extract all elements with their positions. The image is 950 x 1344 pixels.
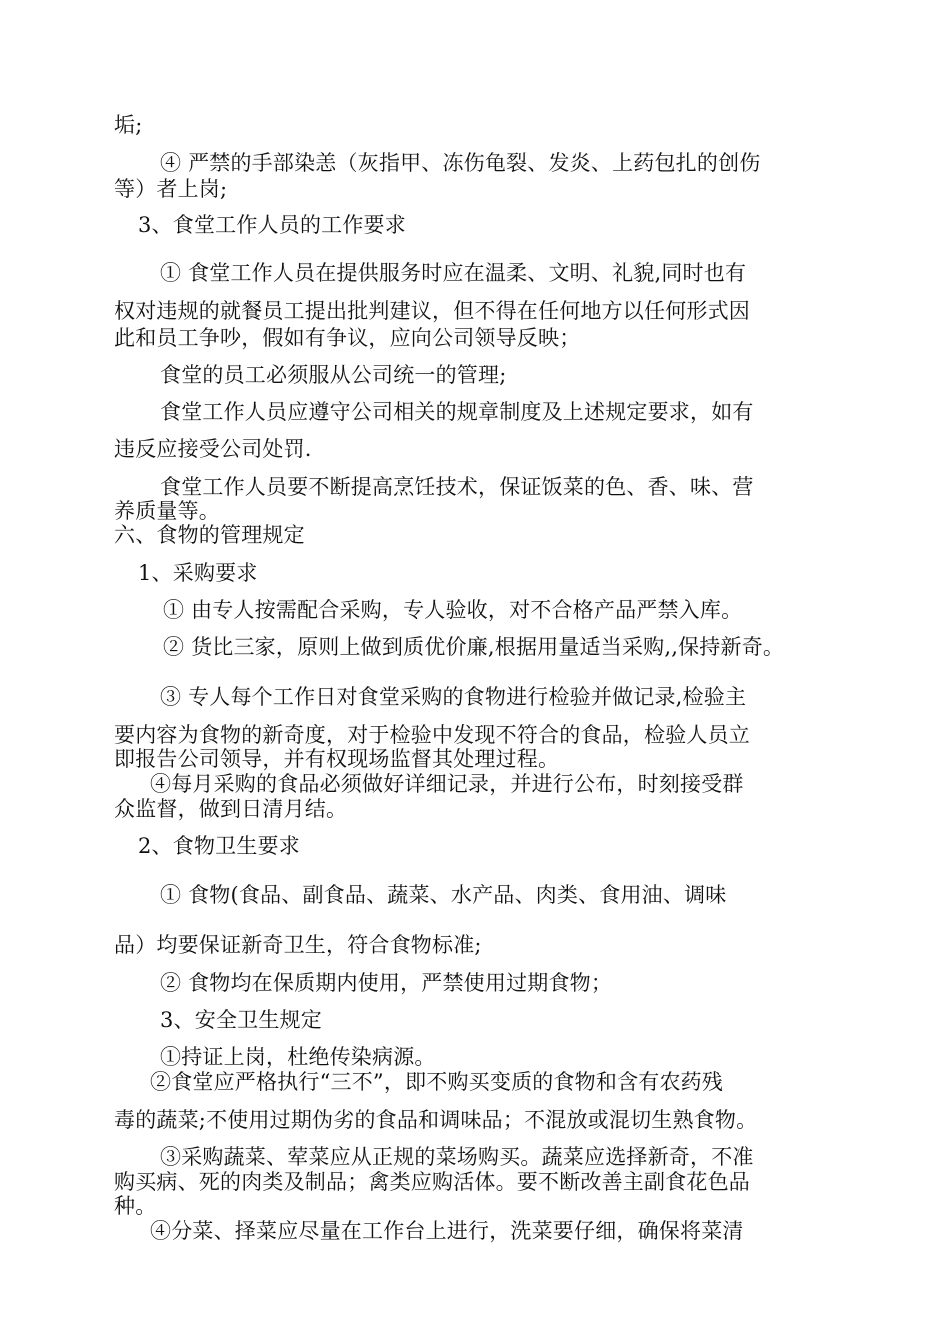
text-line: 违反应接受公司处罚. bbox=[114, 437, 312, 461]
section-heading: 3、食堂工作人员的工作要求 bbox=[138, 213, 406, 237]
text-line: 食堂工作人员应遵守公司相关的规章制度及上述规定要求，如有 bbox=[160, 400, 754, 424]
text-line: 养质量等。 bbox=[114, 499, 220, 523]
text-line: 品）均要保证新奇卫生，符合食物标准; bbox=[114, 933, 482, 957]
text-line: ① 食堂工作人员在提供服务时应在温柔、文明、礼貌,同时也有 bbox=[160, 261, 747, 285]
text-line: 权对违规的就餐员工提出批判建议，但不得在任何地方以任何形式因 bbox=[114, 299, 750, 323]
text-line: 毒的蔬菜;不使用过期伪劣的食品和调味品；不混放或混切生熟食物。 bbox=[114, 1108, 758, 1132]
chapter-heading: 六、食物的管理规定 bbox=[114, 523, 305, 547]
text-line: ① 由专人按需配合采购，专人验收，对不合格产品严禁入库。 bbox=[163, 598, 743, 622]
text-line: ①持证上岗，杜绝传染病源。 bbox=[160, 1045, 436, 1069]
text-line: ② 食物均在保质期内使用，严禁使用过期食物； bbox=[160, 971, 613, 995]
text-line: ① 食物(食品、副食品、蔬菜、水产品、肉类、食用油、调味 bbox=[160, 883, 727, 907]
text-line: 等）者上岗; bbox=[114, 177, 228, 201]
text-line: ④分菜、择菜应尽量在工作台上进行，洗菜要仔细，确保将菜清 bbox=[150, 1219, 744, 1243]
text-line: ③采购蔬菜、荤菜应从正规的菜场购买。蔬菜应选择新奇，不准 bbox=[160, 1145, 754, 1169]
text-line: 即报告公司领导，并有权现场监督其处理过程。 bbox=[114, 747, 560, 771]
text-line: 垢; bbox=[114, 113, 143, 137]
text-line: 此和员工争吵，假如有争议，应向公司领导反映； bbox=[114, 326, 581, 350]
text-line: 食堂的员工必须服从公司统一的管理; bbox=[160, 363, 507, 387]
text-line: ③ 专人每个工作日对食堂采购的食物进行检验并做记录,检验主 bbox=[160, 685, 747, 709]
text-line: ④ 严禁的手部染恙（灰指甲、冻伤龟裂、发炎、上药包扎的创伤 bbox=[160, 151, 761, 175]
section-heading: 3、安全卫生规定 bbox=[160, 1008, 322, 1032]
text-line: ④每月采购的食品必须做好详细记录，并进行公布，时刻接受群 bbox=[150, 772, 744, 796]
section-heading: 2、食物卫生要求 bbox=[138, 834, 300, 858]
text-line: 食堂工作人员要不断提高烹饪技术，保证饭菜的色、香、味、营 bbox=[160, 475, 754, 499]
text-line: 种。 bbox=[114, 1194, 157, 1218]
text-line: 购买病、死的肉类及制品；禽类应购活体。要不断改善主副食花色品 bbox=[114, 1170, 750, 1194]
section-heading: 1、采购要求 bbox=[138, 561, 258, 585]
text-line: 众监督，做到日清月结。 bbox=[114, 797, 348, 821]
text-line: 要内容为食物的新奇度，对于检验中发现不符合的食品，检验人员立 bbox=[114, 723, 750, 747]
text-line: ② 货比三家，原则上做到质优价廉,根据用量适当采购,,保持新奇。 bbox=[163, 635, 785, 659]
text-line: ②食堂应严格执行“三不”，即不购买变质的食物和含有农药残 bbox=[150, 1070, 724, 1094]
